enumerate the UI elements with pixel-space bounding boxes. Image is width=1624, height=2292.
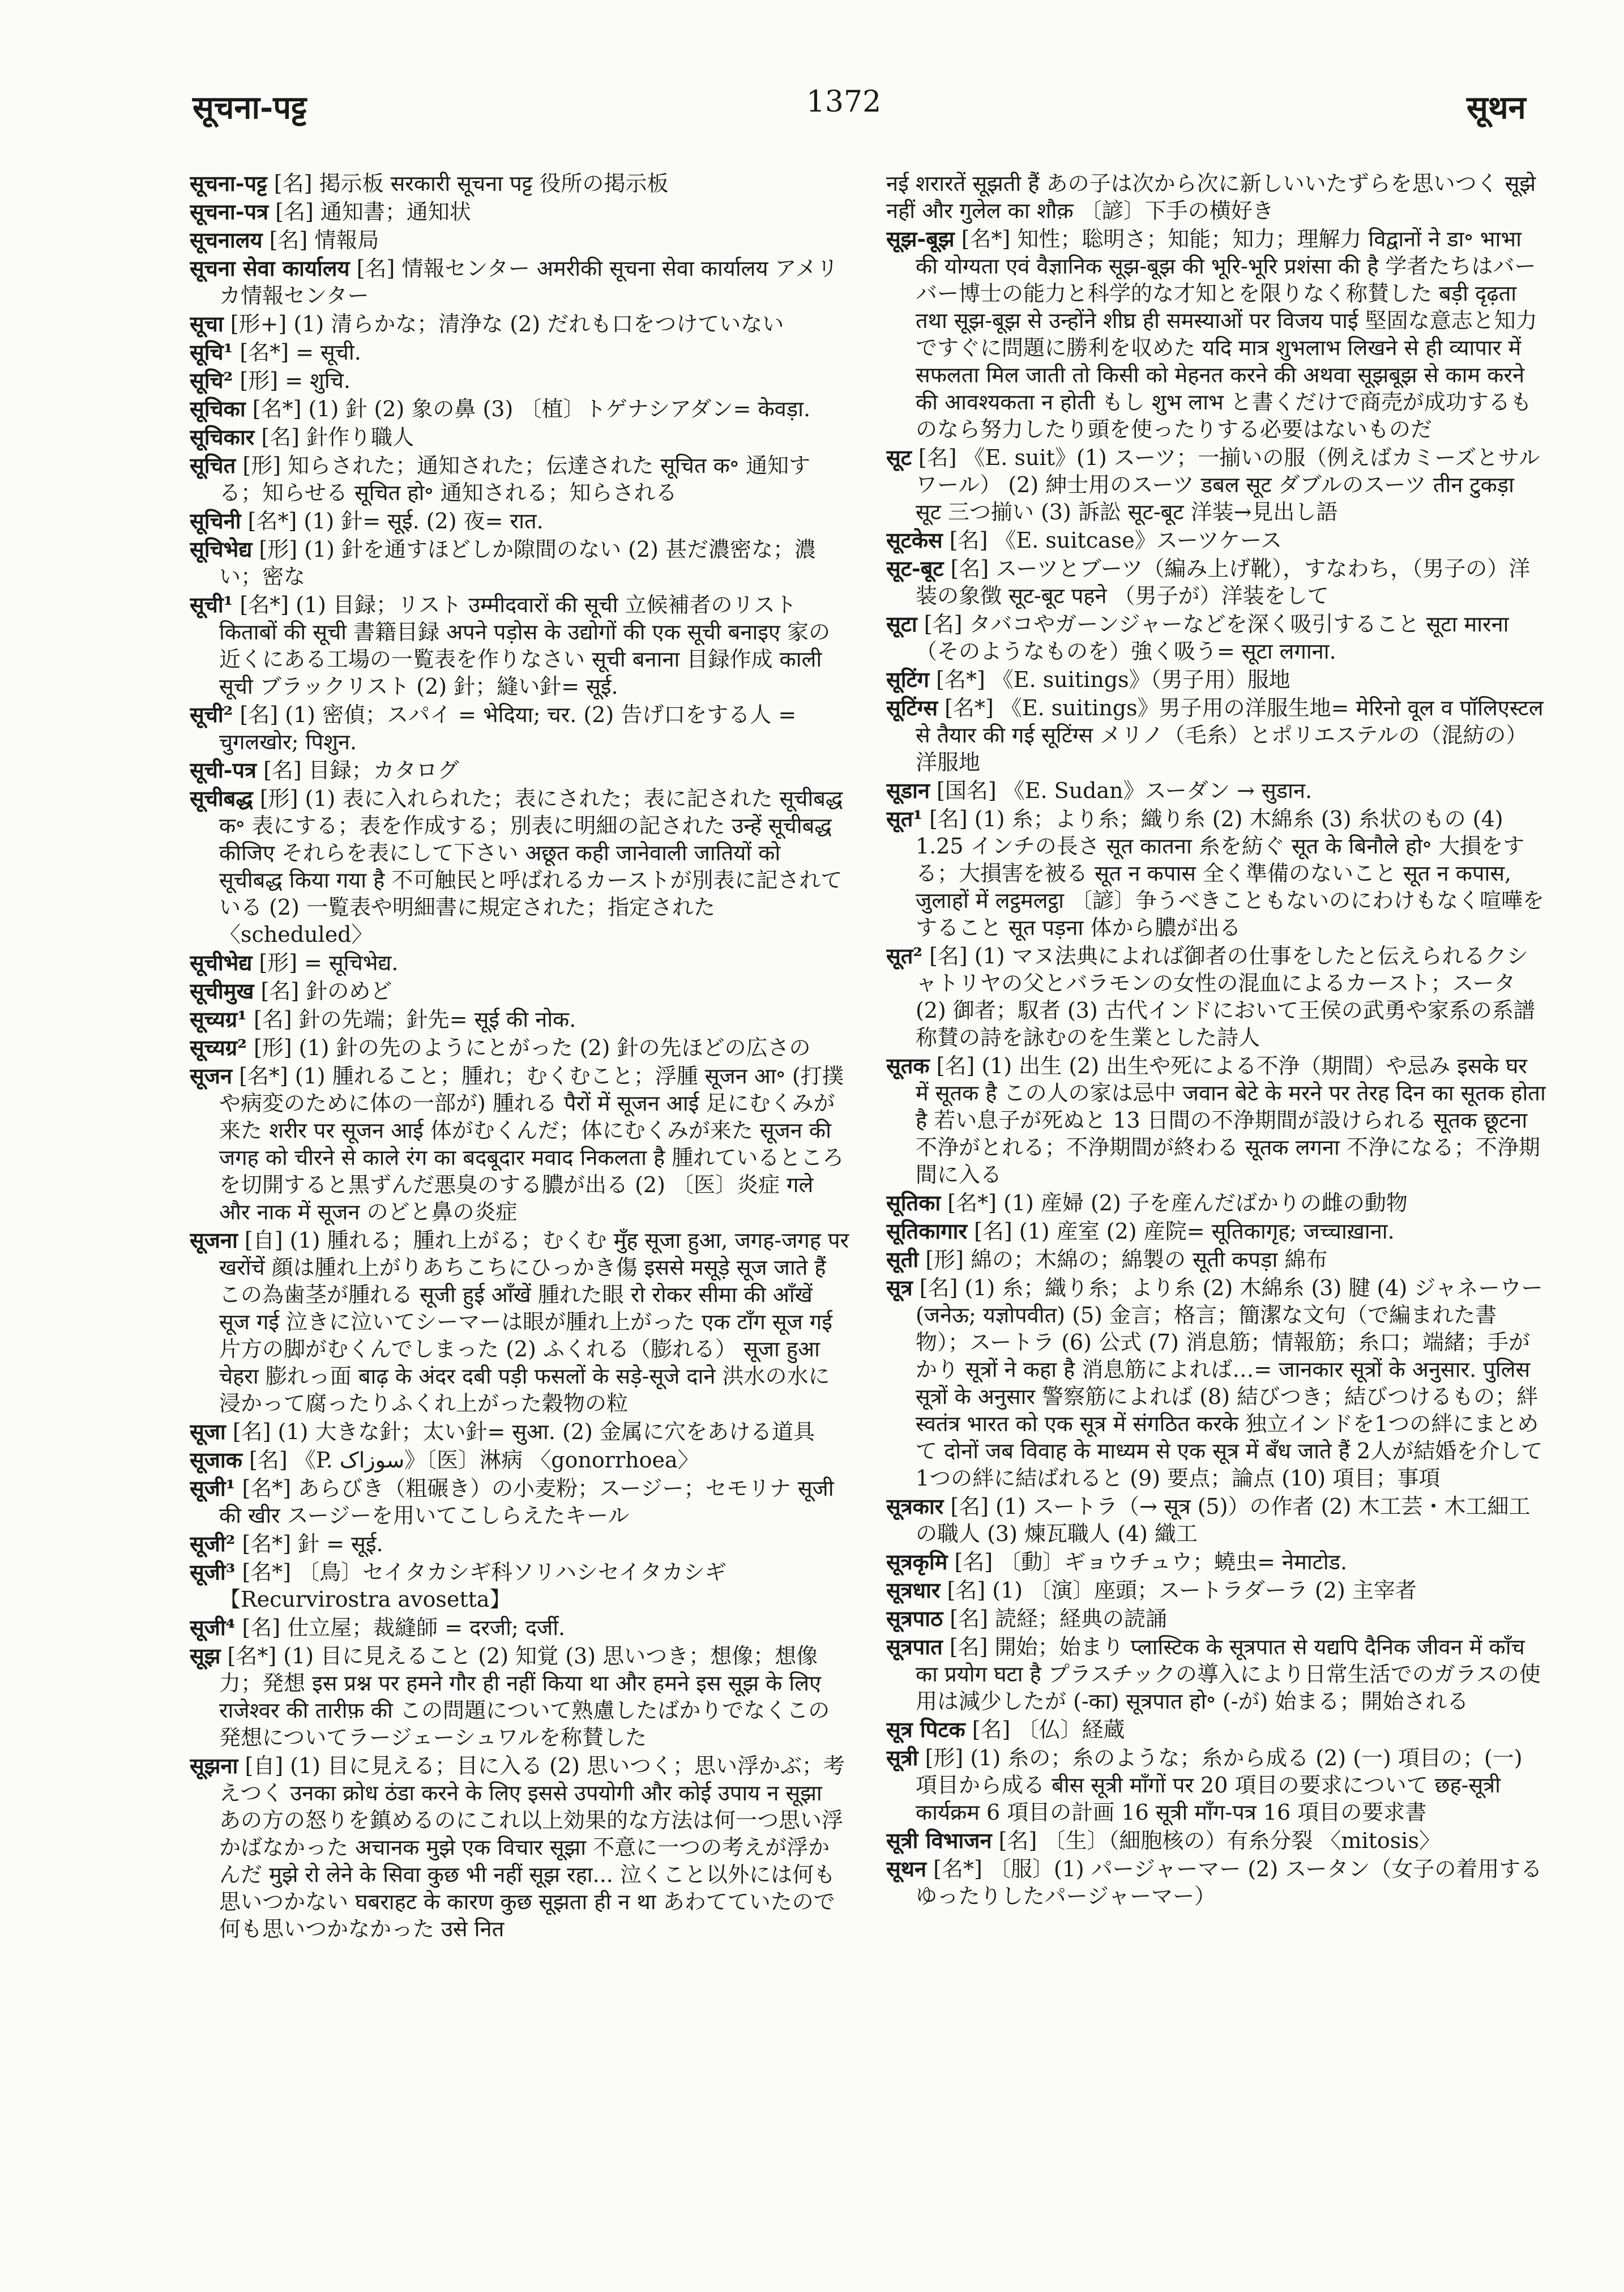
entry-headword: सूटकेस: [886, 527, 943, 553]
entry-headword: सूत्री: [886, 1745, 918, 1770]
dictionary-entry: [886, 555, 1546, 609]
entry-definition: [名] (1) 大きな針；太い針= सुआ. (2) 金属に穴をあける道具: [225, 1419, 815, 1444]
dictionary-entry: [190, 1475, 849, 1529]
entry-definition: [名] 《E. suit》(1) スーツ；一揃いの服（例えばカミーズとサルワール） (2) 紳士用のスーツ डबल सूट ダブルのスーツ तीन टुकड़ा सूट 三つ揃い (3) 訴訟 सूट-बूट 洋装→見出し語: [911, 445, 1540, 524]
dictionary-entry: [886, 805, 1546, 941]
entry-headword: सूचीभेद्य: [190, 950, 253, 975]
entry-definition: [名] 開始；始まり प्लास्टिक के सूत्रपात से यद्यपि दैनिक जीवन में काँच का प्रयोग घटा है プラスチックの導入により日常生活でのガラスの使用は減少したが (-का) सूत्रपात हो॰ (-が) 始まる；開始される: [916, 1634, 1541, 1714]
entry-definition: [名*] (1) 産婦 (2) 子を産んだばかりの雌の動物: [941, 1190, 1408, 1215]
entry-definition: [名] (1) 出生 (2) 出生や死による不浄（期間）や忌み इसके घर में सूतक है この人の家は忌中 जवान बेटे के मरने पर तेरह दिन का सूतक होता है 若い息子が死ぬと 13 日間の不浄期間が設けられる सूतक छूटना 不浄がとれる；不浄期間が終わる सूतक लगना 不浄になる；不浄期間に入る: [916, 1053, 1546, 1187]
left-column: [190, 170, 849, 2220]
dictionary-entry: [190, 701, 849, 756]
entry-definition: [形+] (1) 清らかな；清浄な (2) だれも口をつけていない: [223, 311, 784, 336]
dictionary-entry: [190, 1614, 849, 1641]
entry-definition: [名] 仕立屋；裁縫師 = दरजी; दर्जी.: [235, 1615, 566, 1640]
dictionary-entry: [190, 1418, 849, 1445]
entry-definition: [名] 情報センター अमरीकी सूचना सेवा कार्यालय アメリカ情報センター: [219, 256, 839, 308]
entry-headword: सूत¹: [886, 806, 922, 831]
entry-definition: नई शरारतें सूझती हैं あの子は次から次に新しいいたずらを思いつく सूझे नहीं और गुलेल का शौक़ 〔諺〕下手の横好き: [886, 171, 1536, 223]
entry-definition: [形] = शुचि.: [233, 368, 351, 393]
entry-definition: [自] (1) 目に見える；目に入る (2) 思いつく；思い浮かぶ；考えつく उनका क्रोध ठंडा करने के लिए इससे उपयोगी और कोई उपाय न सूझा あの方の怒りを鎮めるのにこれ以上効果的な方法は何一つ思い浮かばなかった अचानक मुझे एक विचार सूझा 不意に一つの考えが浮かんだ मुझे रो लेने के सिवा कुछ भी नहीं सूझ रहा... 泣くこと以外には何も思いつかない घबराहट के कारण कुछ सूझता ही न था あわてていたので何も思いつかなかった उसे नित: [219, 1753, 845, 1941]
entry-definition: [名*] (1) 腫れること；腫れ；むくむこと；浮腫 सूजन आ॰ (打撲や病変のために体の一部が) 腫れる पैरों में सूजन आई 足にむくみが来た शरीर पर सूजन आई 体がむくんだ；体にむくみが来た सूजन की जगह को चीरने से काले रंग का बदबूदार मवाद निकलता है 腫れているところを切開すると黒ずんだ悪臭のする膿が出る (2) 〔医〕炎症 गले और नाक में सूजन のどと鼻の炎症: [219, 1064, 844, 1224]
entry-headword: सूत्रपाठ: [886, 1606, 943, 1631]
dictionary-entry: [190, 1227, 849, 1417]
entry-definition: [国名] 《E. Sudan》スーダン → सुडान.: [929, 778, 1313, 803]
entry-headword: सूझ: [190, 1643, 221, 1668]
entry-headword: सूजी¹: [190, 1475, 236, 1501]
entry-definition: [自] (1) 腫れる；腫れ上がる；むくむ मुँह सूजा हुआ, जगह-जगह पर खरोंचें 顔は腫れ上がりあちこちにひっかき傷 इससे मसूड़े सूज जाते हैं この為歯茎が腫れる सूजी हुई आँखें 腫れた眼 रो रोकर सीमा की आँखें सूज गई 泣きに泣いてシーマーは眼が腫れ上がった एक टाँग सूज गई 片方の脚がむくんでしまった (2) ふくれる（膨れる） सूजा हुआ चेहरा 膨れっ面 बाढ़ के अंदर दबी पड़ी फसलों के सड़े-सूजे दाने 洪水の水に浸かって腐ったりふくれ上がった穀物の粒: [219, 1228, 849, 1416]
entry-definition: [名*] 《E. suitings》男子用の洋服生地= मेरिनो वूल व पॉलिएस्टल से तैयार की गई सूटिंग्स メリノ（毛糸）とポリエステルの（混紡の）洋服地: [916, 695, 1544, 775]
dictionary-entry: [190, 591, 849, 700]
entry-headword: सूचित: [190, 453, 236, 478]
dictionary-entry: [886, 1605, 1546, 1632]
dictionary-entry: [190, 198, 849, 225]
left-guide-word: सूचना-पट्ट: [193, 89, 307, 126]
entry-definition: [名*] 針 = सूई.: [235, 1531, 383, 1556]
entry-definition: [名*] 知性；聡明さ；知能；知力；理解力 विद्वानों ने डा॰ भाभा की योग्यता एवं वैज्ञानिक सूझ-बूझ की भूरि-भूरि प्रशंसा की है 学者たちはバーバー博士の能力と科学的な才知とを限りなく称賛した बड़ी दृढ़ता तथा सूझ-बूझ से उन्होंने शीघ्र ही समस्याओं पर विजय पाई 堅固な意志と知力ですぐに問題に勝利を収めた यदि मात्र शुभलाभ लिखने से ही व्यापार में सफलता मिल जाती तो किसी को मेहनत करने की अथवा सूझबूझ से काम करने की आवश्यकता न होती もし शुभ लाभ と書くだけで商売が成功するものなら努力したり頭を使ったりする必要はないものだ: [916, 227, 1537, 442]
entry-definition: [名*] あらびき（粗碾き）の小麦粉；スージー；セモリナ सूजी की खीर スージーを用いてこしらえたキール: [219, 1476, 834, 1528]
entry-definition: [名] (1) 〔演〕座頭；スートラダーラ (2) 主宰者: [940, 1578, 1417, 1603]
dictionary-entry: [190, 757, 849, 784]
entry-definition: [名] 読経；経典の読誦: [943, 1606, 1167, 1631]
entry-headword: सूची¹: [190, 592, 233, 617]
dictionary-entry: [190, 367, 849, 394]
entry-definition: [名] 目録；カタログ: [257, 758, 459, 783]
right-guide-word: सूथन: [1467, 89, 1526, 126]
entry-headword: सूचा: [190, 311, 224, 336]
entry-headword: सूटिंग: [886, 667, 930, 692]
right-column: [886, 170, 1546, 2220]
dictionary-entry: [886, 225, 1546, 443]
entry-definition: [名] (1) 密偵；スパイ = भेदिया; चर. (2) 告げ口をする人 = चुगलखोर; पिशुन.: [219, 702, 797, 754]
entry-definition: [名] スーツとブーツ（編み上げ靴），すなわち，（男子の）洋装の象徴 सूट-बूट पहने （男子が）洋装をして: [916, 556, 1531, 608]
dictionary-entry: [190, 949, 849, 976]
entry-definition: [名] (1) 糸；より糸；織り糸 (2) 木綿糸 (3) 糸状のもの (4) 1.25 インチの長さ सूत कातना 糸を紡ぐ सूत के बिनौले हो॰ 大損をする；大損害を被る सूत न कपास 全く準備のないこと सूत न कपास, जुलाहों में लट्ठमलट्ठा 〔諺〕争うべきこともないのにわけもなく喧嘩をすること सूत पड़ना 体から膿が出る: [916, 806, 1545, 940]
entry-definition: [形] 知らされた；通知された；伝達された सूचित क॰ 通知する；知らせる सूचित हो॰ 通知される；知らされる: [219, 453, 811, 505]
dictionary-entry: [190, 395, 849, 422]
entry-definition: [形] = सूचिभेद्य.: [252, 950, 399, 975]
dictionary-entry: [886, 1246, 1546, 1273]
entry-headword: सूजा: [190, 1419, 226, 1444]
entry-definition: [名*] (1) 目に見えること (2) 知覚 (3) 思いつき；想像；想像力；発想 इस प्रश्न पर हमने गौर ही नहीं किया था और हमने इस सूझ के लिए राजेश्वर की तारीफ़ की この問題について熟慮したばかりでなくこの発想についてラージェーシュワルを称賛した: [219, 1644, 830, 1750]
entry-headword: सूतिका: [886, 1190, 941, 1215]
entry-headword: सूचनालय: [190, 227, 263, 253]
entry-definition: [名] (1) 産室 (2) 産院= सूतिकागृह; जच्चाख़ाना.: [967, 1219, 1395, 1244]
entry-definition: [形] 綿の；木綿の；綿製の सूती कपड़ा 綿布: [918, 1247, 1328, 1272]
entry-headword: सूचीबद्ध: [190, 786, 253, 811]
entry-headword: सूजन: [190, 1063, 232, 1089]
entry-definition: [名] 通知書；通知状: [268, 199, 471, 224]
dictionary-entry: [190, 227, 849, 254]
entry-definition: [名*] = सूची.: [233, 340, 361, 365]
dictionary-entry: [190, 536, 849, 590]
dictionary-entry: [190, 1752, 849, 1943]
entry-headword: सूची-पत्र: [190, 757, 257, 783]
dictionary-entry: [886, 1548, 1546, 1576]
entry-definition: [名] 針のめど: [254, 979, 392, 1004]
entry-definition: [形] (1) 糸の；糸のような；糸から成る (2) (一) 項目の；(一) 項目から成る बीस सूत्री माँगों पर 20 項目の要求について छह-सूत्री कार्यक्रम 6 項目の計画 16 सूत्री माँग-पत्र 16 項目の要求書: [916, 1745, 1523, 1825]
page-header: [0, 85, 1624, 153]
dictionary-entry: [190, 424, 849, 451]
entry-headword: सूझना: [190, 1753, 238, 1778]
entry-definition: [名*] 《E. suitings》（男子用）服地: [929, 667, 1290, 692]
entry-headword: सूजाक: [190, 1447, 242, 1472]
dictionary-entry: [886, 1577, 1546, 1604]
entry-definition: [名] 掲示板 सरकारी सूचना पट्ट 役所の掲示板: [267, 171, 669, 196]
entry-headword: सूची²: [190, 702, 233, 727]
dictionary-entry: [190, 978, 849, 1005]
dictionary-entry: [190, 1530, 849, 1557]
entry-definition: [名] (1) 糸；織り糸；より糸 (2) 木綿糸 (3) 腱 (4) ジャネーウー (जनेऊ; यज्ञोपवीत) (5) 金言；格言；簡潔な文句（で編まれた書物）；スートラ (6) 公式 (7) 消息筋；情報筋；糸口；端緒；手がかり सूत्रों ने कहा है 消息筋によれば…= जानकार सूत्रों के अनुसार. पुलिस सूत्रों के अनुसार 警察筋によれば (8) 結びつき；結びつけるもの；絆 स्वतंत्र भारत को एक सूत्र में संगठित करके 独立インドを1つの絆にまとめて दोनों जब विवाह के माध्यम से एक सूत्र में बँध जाते हैं 2人が結婚を介して1つの絆に結ばれると (9) 要点；論点 (10) 項目；事項: [912, 1275, 1543, 1491]
entry-headword: सूचिनी: [190, 508, 241, 533]
entry-definition: [名] 針の先端；針先= सूई की नोक.: [246, 1007, 576, 1032]
entry-headword: सूट-बूट: [886, 556, 944, 581]
entry-headword: सूजना: [190, 1227, 238, 1253]
dictionary-entry: [190, 785, 849, 948]
entry-headword: सूच्यग्र²: [190, 1035, 247, 1060]
entry-definition: [名] (1) スートラ（→ सूत्र (5)）の作者 (2) 木工芸・木工細工の職人 (3) 煉瓦職人 (4) 織工: [916, 1494, 1531, 1546]
entry-definition: [名] 《P. سوزاک》〔医〕淋病 〈gonorrhoea〉: [242, 1448, 699, 1472]
dictionary-entry: [190, 1034, 849, 1061]
entry-definition: [名] 〔生〕（細胞核の）有糸分裂 〈mitosis〉: [992, 1828, 1441, 1853]
dictionary-entry: [190, 255, 849, 309]
entry-headword: सूतक: [886, 1053, 930, 1078]
entry-headword: सूचिभेद्य: [190, 536, 253, 562]
entry-definition: [名] 針作り職人: [254, 425, 414, 450]
entry-headword: सूझ-बूझ: [886, 226, 955, 251]
entry-headword: सूचिका: [190, 396, 246, 421]
dictionary-entry: [886, 1744, 1546, 1826]
dictionary-entry: [190, 1642, 849, 1751]
entry-headword: सूडान: [886, 778, 930, 803]
entry-definition: [名] 〔動〕ギョウチュウ；蟯虫= नेमाटोड.: [947, 1550, 1348, 1574]
dictionary-entry: [190, 1559, 849, 1613]
dictionary-entry: [886, 1493, 1546, 1547]
entry-definition: [名*] 〔服〕(1) パージャーマー (2) スータン（女子の着用するゆったりしたパージャーマー）: [916, 1856, 1542, 1909]
entry-definition: [形] (1) 表に入れられた；表にされた；表に記された सूचीबद्ध क॰ 表にする；表を作成する；別表に明細の記された उन्हें सूचीबद्ध कीजिए それらを表にして下さい अछूत कही जानेवाली जातियों को सूचीबद्ध किया गया है 不可触民と呼ばれるカーストが別表に記されている (2) 一覧表や明細書に規定された；指定された 〈scheduled〉: [219, 786, 843, 947]
entry-headword: सूत्रपात: [886, 1634, 943, 1659]
entry-definition: [名*] (1) 針= सूई. (2) 夜= रात.: [241, 509, 544, 533]
entry-headword: सूटिंग्स: [886, 695, 938, 720]
entry-definition: [名] 《E. suitcase》スーツケース: [942, 528, 1283, 553]
dictionary-entry: [886, 777, 1546, 804]
dictionary-entry: [190, 1062, 849, 1226]
entry-headword: सूचना सेवा कार्यालय: [190, 255, 350, 281]
entry-headword: सूत्री विभाजन: [886, 1828, 992, 1853]
entry-definition: [名*] (1) 針 (2) 象の鼻 (3) 〔植〕トゲナシアダン= केवड़ा.: [245, 396, 811, 421]
dictionary-entry: [190, 1006, 849, 1033]
entry-definition: [名*] (1) 目録；リスト उम्मीदवारों की सूची 立候補者のリスト किताबों की सूची 書籍目録 अपने पड़ोस के उद्योगों की एक सूची बनाइए 家の近くにある工場の一覧表を作りなさい सूची बनाना 目録作成 काली सूची ブラックリスト (2) 針；縫い針= सूई.: [219, 592, 831, 699]
entry-headword: सूत²: [886, 943, 922, 968]
dictionary-entry: [886, 1189, 1546, 1217]
entry-headword: सूजी⁴: [190, 1615, 236, 1640]
dictionary-entry: [886, 611, 1546, 665]
entry-headword: सूजी²: [190, 1531, 236, 1556]
entry-headword: सूजी³: [190, 1559, 236, 1585]
entry-headword: सूत्रधार: [886, 1577, 941, 1603]
entry-headword: सूचि²: [190, 368, 233, 393]
dictionary-entry: [886, 666, 1546, 693]
entry-headword: सूट: [886, 445, 912, 470]
entry-headword: सूती: [886, 1247, 919, 1272]
entry-definition: [名] 情報局: [262, 228, 379, 253]
dictionary-entry: [190, 339, 849, 366]
entry-headword: सूचना-पट्ट: [190, 170, 267, 196]
entry-definition: [名] 〔仏〕経蔵: [965, 1717, 1125, 1742]
dictionary-entry: [886, 444, 1546, 526]
entry-headword: सूच्यग्र¹: [190, 1006, 247, 1032]
entry-headword: सूत्रकृमि: [886, 1549, 948, 1574]
dictionary-entry: [190, 452, 849, 506]
entry-headword: सूटा: [886, 611, 917, 637]
dictionary-entry: [190, 310, 849, 338]
entry-headword: सूतिकागार: [886, 1218, 967, 1244]
entry-definition: [形] (1) 針の先のようにとがった (2) 針の先ほどの広さの: [246, 1035, 811, 1060]
dictionary-entry: [886, 1716, 1546, 1743]
dictionary-entry: [886, 1855, 1546, 1910]
dictionary-entry: [886, 942, 1546, 1051]
entry-headword: सूत्र पिटक: [886, 1717, 965, 1742]
dictionary-entry: [190, 1446, 849, 1474]
entry-headword: सूत्र: [886, 1275, 913, 1300]
dictionary-entry: [190, 507, 849, 535]
page-number: 1372: [806, 85, 882, 119]
entry-headword: सूचिकार: [190, 424, 255, 450]
entry-headword: सूचीमुख: [190, 978, 254, 1004]
dictionary-entry: [886, 694, 1546, 776]
entry-headword: सूथन: [886, 1856, 927, 1881]
entry-headword: सूचना-पत्र: [190, 199, 269, 224]
dictionary-entry: [886, 1274, 1546, 1492]
dictionary-entry: [886, 1633, 1546, 1715]
entry-definition: [名] (1) マヌ法典によれば御者の仕事をしたと伝えられるクシャトリヤの父とバラモンの女性の混血によるカースト；スータ (2) 御者；馭者 (3) 古代インドにおいて王侯の武勇や家系の系譜称賛の詩を詠むのを生業とした詩人: [916, 944, 1535, 1050]
dictionary-entry: [886, 1218, 1546, 1245]
dictionary-entry: [886, 170, 1546, 224]
entry-definition: [形] (1) 針を通すほどしか隙間のない (2) 甚だ濃密な；濃い；密な: [219, 537, 817, 589]
dictionary-entry: [886, 1052, 1546, 1188]
entry-headword: सूत्रकार: [886, 1493, 944, 1519]
dictionary-entry: [886, 1827, 1546, 1854]
entry-definition: [名] タバコやガーンジャーなどを深く吸引すること सूटा मारना （そのようなものを）強く吸う= सूटा लगाना.: [916, 612, 1509, 664]
entry-definition: [名*] 〔鳥〕セイタカシギ科ソリハシセイタカシギ【Recurvirostra avosetta】: [219, 1560, 726, 1612]
dictionary-entry: [190, 170, 849, 197]
dictionary-entry: [886, 527, 1546, 554]
entry-headword: सूचि¹: [190, 339, 233, 365]
